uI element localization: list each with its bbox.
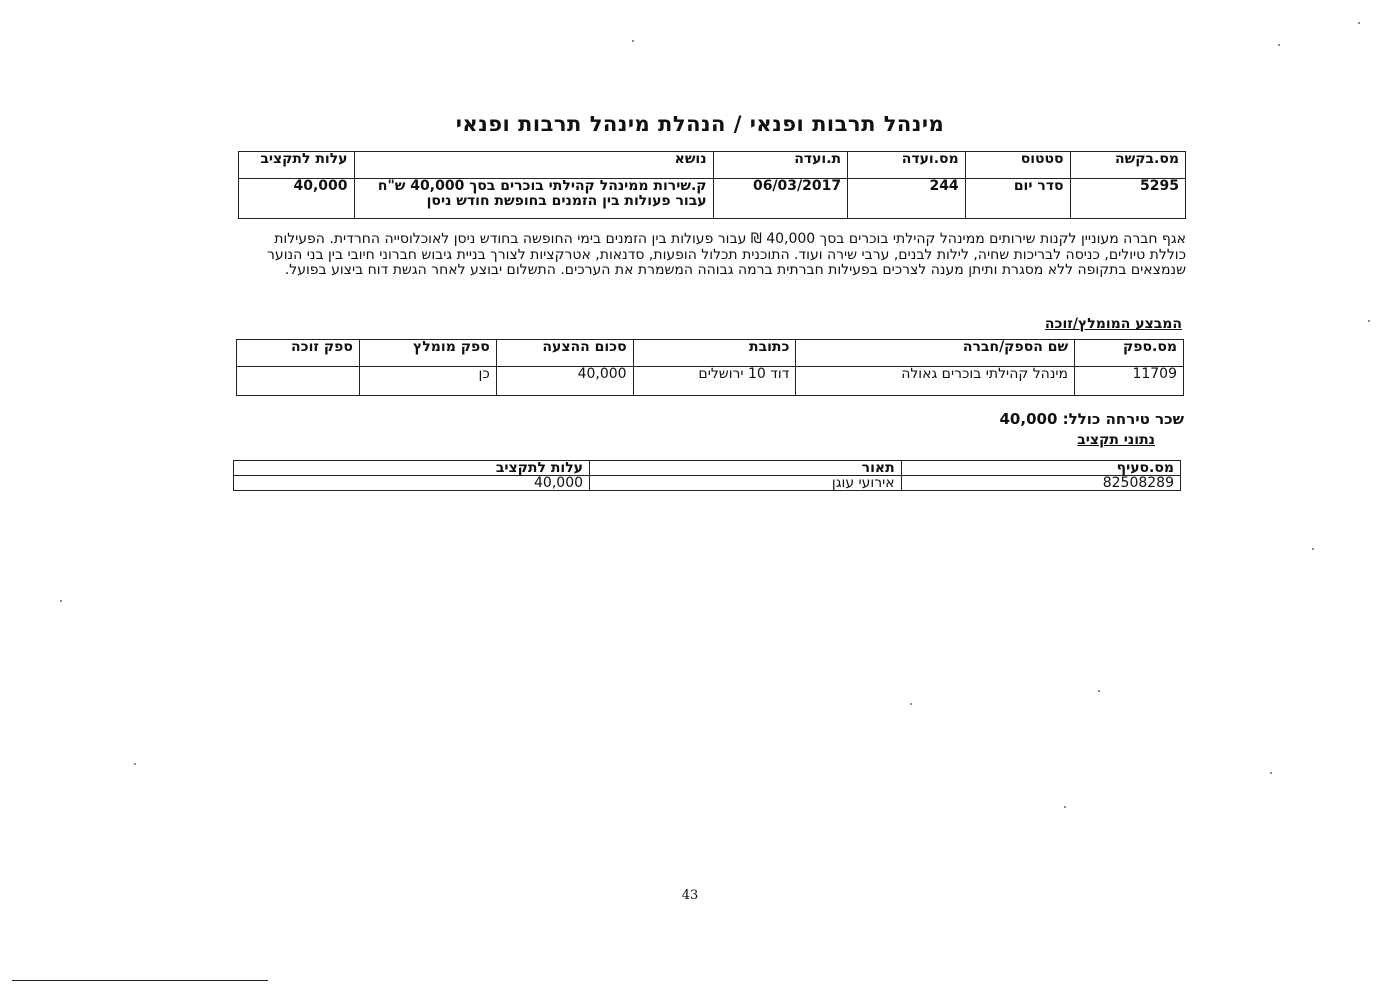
header-supplier-name: שם הספק/חברה [796,340,1075,367]
header-request-no: מס.בקשה [1070,152,1185,179]
scan-speck [1358,22,1360,24]
cell-clause-no: 82508289 [901,476,1180,491]
cell-committee-no: 244 [848,179,966,219]
cell-winner [237,367,360,396]
cell-subject: ק.שירות ממינהל קהילתי בוכרים בסך 40,000 ש"ח עבור פעולות בין הזמנים בחופשת חודש ניסן [354,179,713,219]
header-offer-amount: סכום ההצעה [496,340,633,367]
table-row [239,179,1186,219]
request-description: אגף חברה מעוניין לקנות שירותים ממינהל קהילתי בוכרים בסך 40,000 ₪ עבור פעולות בין הזמנים בימי החופשה בחודש ניסן לאוכלוסייה החרדית. הפעילות כוללת טיולים, כניסה לבריכות שחיה, לילות לבנים, ערבי שירה ועוד. התוכנית תכלול הופעות, סדנאות, אטרקציות לצורך בניית גיבוש חברוני חיובי בין בני הנוער שנמצאים בתקופה ללא מסגרת ותיתן מענה לצרכים בפעילות חברתית ברמה גבוהה המשמרת את הערכים. התשלום יבוצע לאחר הגשת דוח ביצוע בפועל. [267,231,1186,278]
page-number: 43 [681,888,699,903]
cell-supplier-name: מינהל קהילתי בוכרים גאולה [796,367,1075,396]
scan-speck [1278,44,1280,46]
total-fee: שכר טירחה כולל: 40,000 [999,410,1184,428]
footnote-divider [12,980,268,981]
cell-request-no: 5295 [1070,179,1185,219]
scan-speck [1368,320,1370,322]
header-recommended: ספק מומלץ [359,340,496,367]
scan-speck [632,40,634,42]
cell-committee-date: 06/03/2017 [713,179,848,219]
cell-supplier-no: 11709 [1075,367,1184,396]
scan-speck [1064,806,1066,808]
request-table [238,151,1186,219]
table-row [234,476,1181,491]
header-description: תאור [590,461,902,476]
header-committee-date: ת.ועדה [713,152,848,179]
header-status: סטטוס [965,152,1070,179]
table-row [237,367,1184,396]
header-budget-cost: עלות לתקציב [234,461,590,476]
cell-description: אירועי עוגן [590,476,902,491]
scan-speck [910,703,912,705]
scan-speck [1312,548,1314,550]
cell-offer-amount: 40,000 [496,367,633,396]
budget-table [233,460,1181,491]
cell-status: סדר יום [965,179,1070,219]
header-clause-no: מס.סעיף [901,461,1180,476]
cell-recommended: כן [359,367,496,396]
supplier-table [236,339,1184,396]
page-title: מינהל תרבות ופנאי / הנהלת מינהל תרבות ופנאי [455,112,945,136]
scan-speck [134,763,136,765]
header-subject: נושא [354,152,713,179]
scan-speck [1270,772,1272,774]
cell-budget-cost: 40,000 [239,179,355,219]
cell-budget-cost: 40,000 [234,476,590,491]
header-winner: ספק זוכה [237,340,360,367]
header-supplier-no: מס.ספק [1075,340,1184,367]
cell-address: דוד 10 ירושלים [633,367,796,396]
header-committee-no: מס.ועדה [848,152,966,179]
scan-speck [60,600,62,602]
budget-section-heading: נתוני תקציב [1077,432,1155,448]
scan-speck [1098,690,1100,692]
header-budget-cost: עלות לתקציב [239,152,355,179]
header-address: כתובת [633,340,796,367]
supplier-section-heading: המבצע המומלץ/זוכה [1044,316,1182,332]
